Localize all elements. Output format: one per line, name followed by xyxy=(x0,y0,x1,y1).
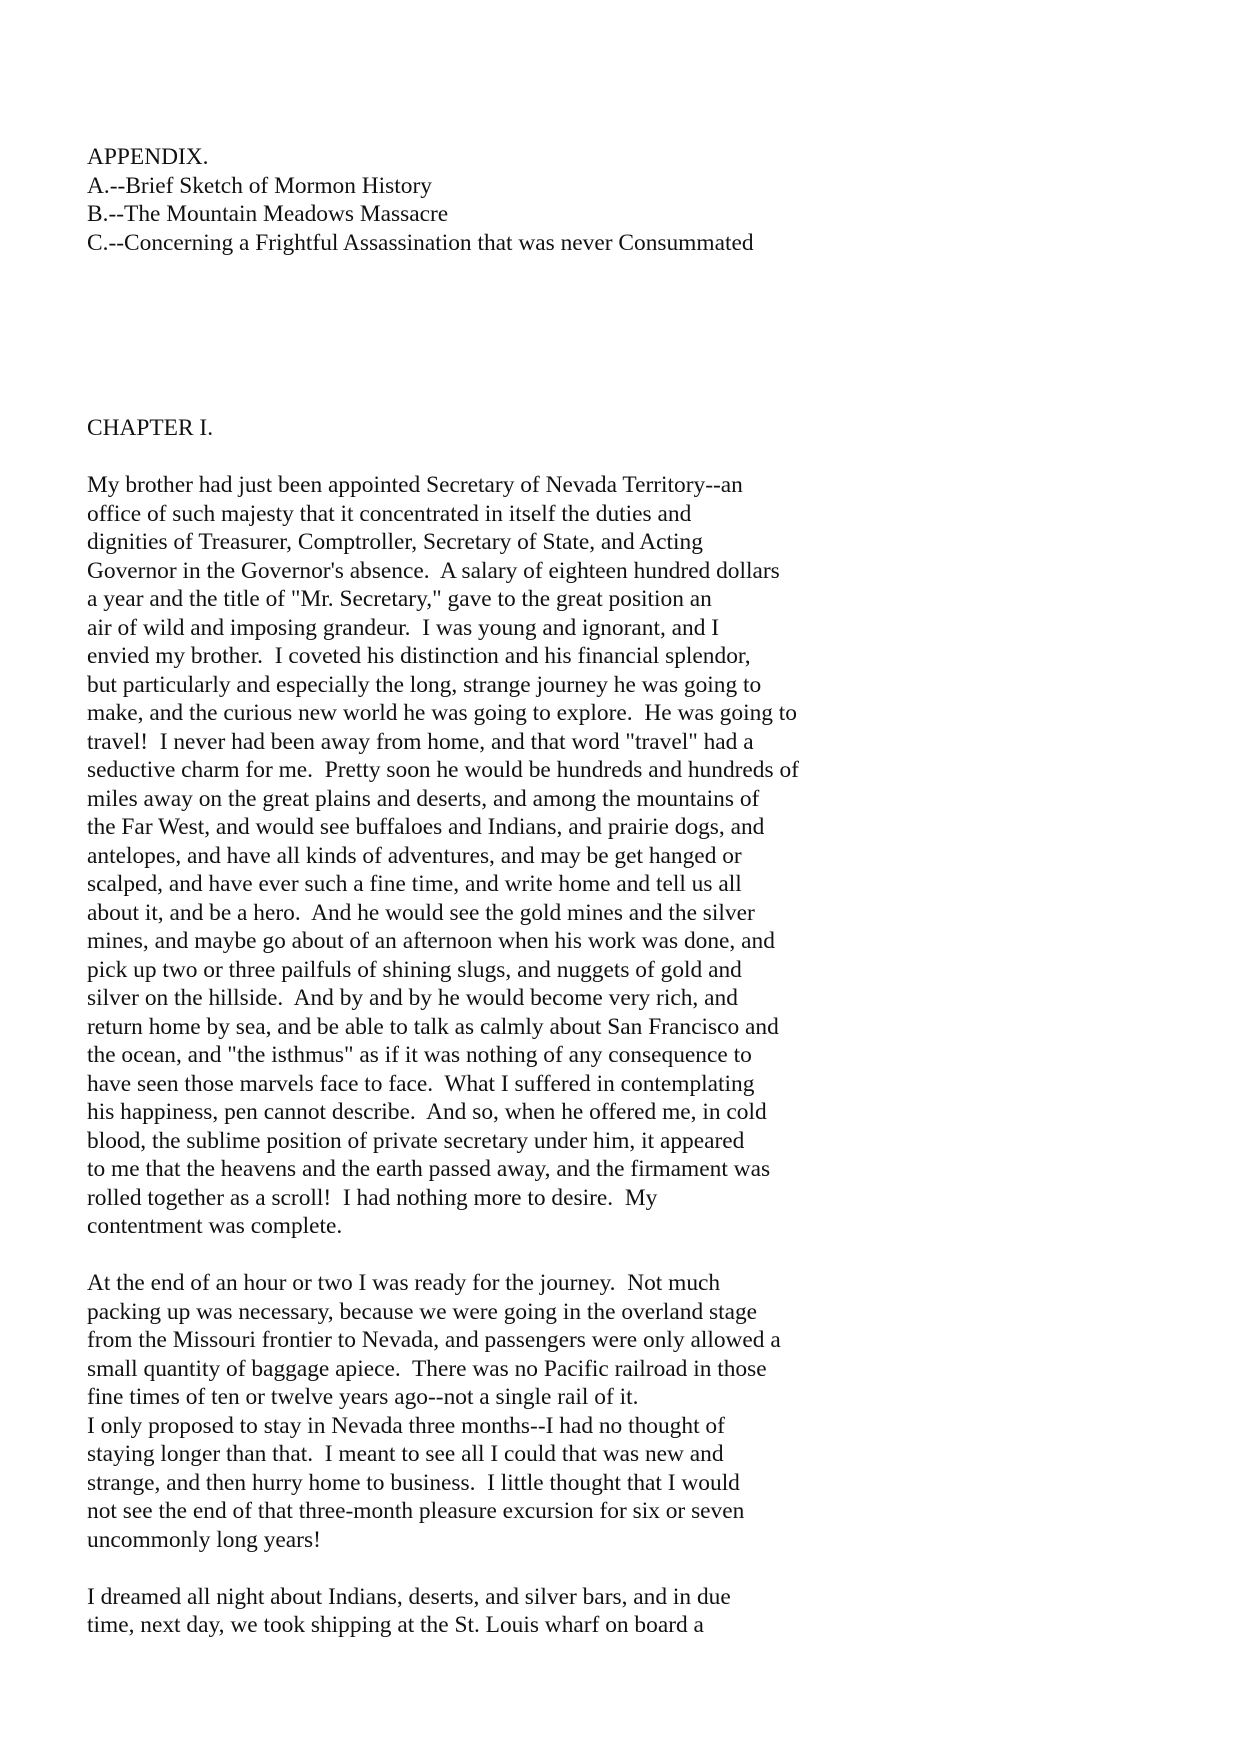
text-line: Governor in the Governor's absence. A salary of eighteen hundred dollars xyxy=(87,557,780,584)
text-line: make, and the curious new world he was going to explore. He was going to xyxy=(87,700,797,726)
text-line: the ocean, and "the isthmus" as if it was nothing of any consequence to xyxy=(87,1042,752,1068)
text-line: packing up was necessary, because we were going in the overland stage xyxy=(87,1298,758,1325)
text-line: small quantity of baggage apiece. There was no Pacific railroad in those xyxy=(87,1355,767,1382)
text-line: staying longer than that. I meant to see all I could that was new and xyxy=(87,1441,724,1467)
text-line: strange, and then hurry home to business. I little thought that I would xyxy=(87,1469,740,1496)
text-line: air of wild and imposing grandeur. I was young and ignorant, and I xyxy=(87,614,720,641)
text-line: uncommonly long years! xyxy=(87,1526,321,1553)
document-page xyxy=(87,143,1187,1640)
text-line: I only proposed to stay in Nevada three months--I had no thought of xyxy=(87,1412,725,1439)
text-line: silver on the hillside. And by and by he would become very rich, and xyxy=(87,985,738,1011)
text-line: have seen those marvels face to face. What I suffered in contemplating xyxy=(87,1070,755,1097)
appendix-section xyxy=(87,143,1187,257)
appendix-item: A.--Brief Sketch of Mormon History xyxy=(87,172,432,199)
text-line: not see the end of that three-month pleasure excursion for six or seven xyxy=(87,1498,745,1524)
text-line: office of such majesty that it concentrated in itself the duties and xyxy=(87,500,692,527)
text-line: antelopes, and have all kinds of adventures, and may be get hanged or xyxy=(87,842,742,869)
text-line: dignities of Treasurer, Comptroller, Secretary of State, and Acting xyxy=(87,529,703,555)
text-line: the Far West, and would see buffaloes and Indians, and prairie dogs, and xyxy=(87,814,765,840)
text-line: a year and the title of "Mr. Secretary," gave to the great position an xyxy=(87,586,712,612)
text-line: pick up two or three pailfuls of shining slugs, and nuggets of gold and xyxy=(87,956,742,983)
paragraph-2 xyxy=(87,1269,1187,1554)
appendix-title: APPENDIX. xyxy=(87,144,209,170)
text-line: rolled together as a scroll! I had nothing more to desire. My xyxy=(87,1184,658,1211)
text-line: envied my brother. I coveted his distinction and his financial splendor, xyxy=(87,643,751,669)
text-line: miles away on the great plains and deserts, and among the mountains of xyxy=(87,785,760,812)
text-line: blood, the sublime position of private secretary under him, it appeared xyxy=(87,1127,745,1154)
appendix-item: B.--The Mountain Meadows Massacre xyxy=(87,201,449,227)
text-line: fine times of ten or twelve years ago--not a single rail of it. xyxy=(87,1384,639,1410)
text-line: I dreamed all night about Indians, deserts, and silver bars, and in due xyxy=(87,1583,731,1610)
appendix-item: C.--Concerning a Frightful Assassination that was never Consummated xyxy=(87,229,754,256)
text-line: to me that the heavens and the earth passed away, and the firmament was xyxy=(87,1156,771,1182)
text-line: mines, and maybe go about of an afternoon when his work was done, and xyxy=(87,928,775,954)
text-line: scalped, and have ever such a fine time, and write home and tell us all xyxy=(87,871,742,897)
chapter-section xyxy=(87,414,1187,1640)
paragraph-1 xyxy=(87,471,1187,1241)
paragraph-3 xyxy=(87,1583,1187,1640)
text-line: At the end of an hour or two I was ready for the journey. Not much xyxy=(87,1270,721,1296)
text-line: travel! I never had been away from home, and that word "travel" had a xyxy=(87,728,754,755)
text-line: My brother had just been appointed Secretary of Nevada Territory--an xyxy=(87,472,743,498)
text-line: return home by sea, and be able to talk as calmly about San Francisco and xyxy=(87,1013,779,1040)
text-line: about it, and be a hero. And he would see the gold mines and the silver xyxy=(87,899,755,926)
chapter-heading: CHAPTER I. xyxy=(87,415,214,441)
text-line: time, next day, we took shipping at the St. Louis wharf on board a xyxy=(87,1612,704,1638)
text-line: but particularly and especially the long, strange journey he was going to xyxy=(87,671,762,698)
text-line: seductive charm for me. Pretty soon he would be hundreds and hundreds of xyxy=(87,757,799,783)
text-line: contentment was complete. xyxy=(87,1213,343,1239)
text-line: his happiness, pen cannot describe. And so, when he offered me, in cold xyxy=(87,1099,767,1125)
text-line: from the Missouri frontier to Nevada, and passengers were only allowed a xyxy=(87,1327,781,1353)
